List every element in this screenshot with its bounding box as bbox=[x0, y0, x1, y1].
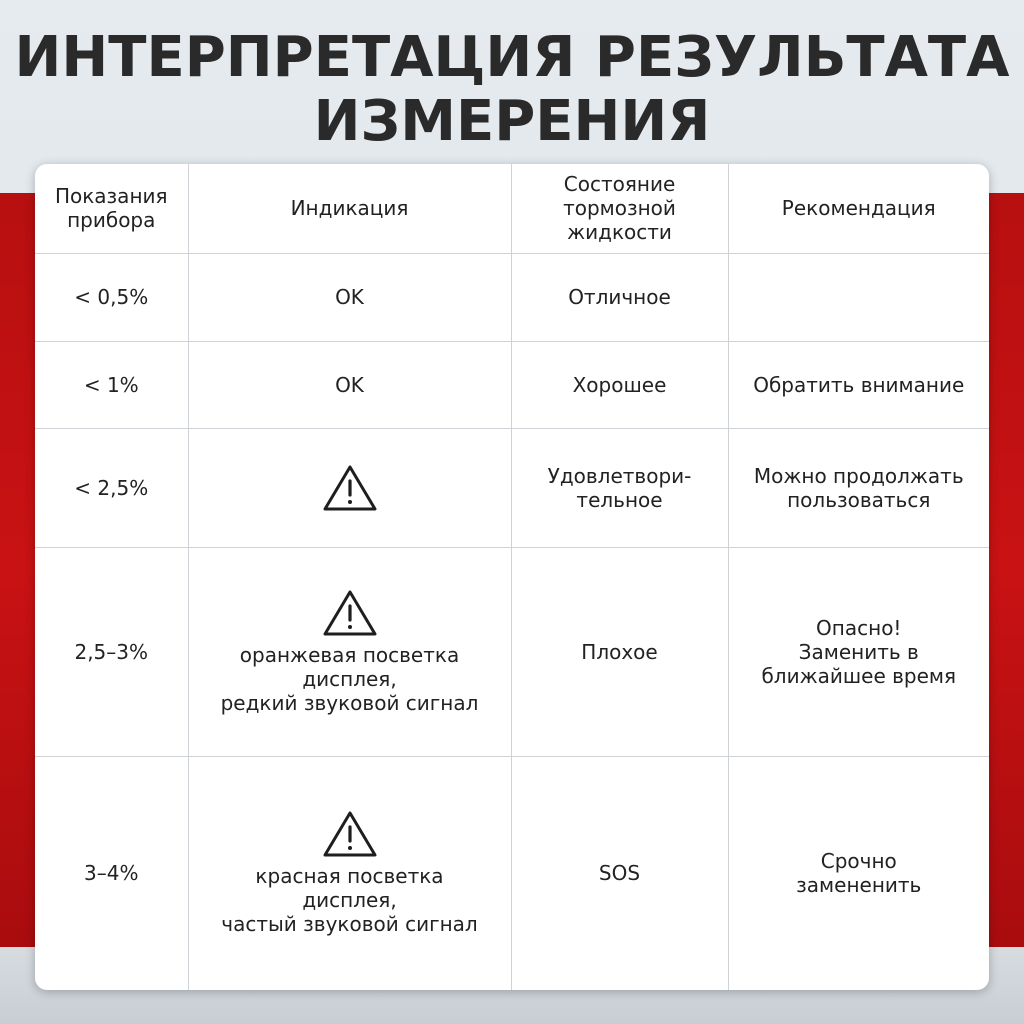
cell-reading: < 1% bbox=[35, 341, 188, 428]
header-indication: Индикация bbox=[188, 164, 511, 253]
indication-text: OK bbox=[335, 372, 364, 397]
table-row bbox=[35, 253, 989, 341]
cell-fluid-state: Отличное bbox=[511, 253, 728, 341]
cell-fluid-state: Удовлетвори- тельное bbox=[511, 428, 728, 547]
header-recommendation: Рекомендация bbox=[728, 164, 989, 253]
table-row bbox=[35, 428, 989, 547]
indication-text: красная посветка дисплея, частый звуковой сигнал bbox=[221, 864, 478, 937]
cell-indication bbox=[188, 428, 511, 547]
cell-reading: 3–4% bbox=[35, 756, 188, 990]
indication-text: OK bbox=[335, 285, 364, 309]
cell-fluid-state: SOS bbox=[511, 756, 728, 990]
warning-triangle-icon bbox=[322, 810, 378, 858]
indication-text: оранжевая посветка дисплея, редкий звуковой сигнал bbox=[220, 642, 479, 715]
table-row bbox=[35, 756, 989, 990]
cell-recommendation: Срочно замененить bbox=[796, 849, 922, 898]
cell-indication bbox=[188, 253, 511, 341]
cell-recommendation: Можно продолжать пользоваться bbox=[728, 428, 989, 547]
results-table-card bbox=[35, 164, 989, 990]
cell-recommendation: Опасно! Заменить в ближайшее время bbox=[728, 547, 989, 756]
header-reading: Показания прибора bbox=[35, 164, 188, 253]
cell-recommendation bbox=[728, 253, 989, 341]
cell-indication bbox=[188, 547, 511, 756]
cell-reading: < 0,5% bbox=[35, 253, 188, 341]
cell-reading: < 2,5% bbox=[35, 428, 188, 547]
table-header-row bbox=[35, 164, 989, 253]
cell-reading: 2,5–3% bbox=[35, 547, 188, 756]
cell-fluid-state: Плохое bbox=[511, 547, 728, 756]
cell-fluid-state: Хорошее bbox=[511, 341, 728, 428]
table-row bbox=[35, 341, 989, 428]
page-title bbox=[0, 26, 1024, 154]
results-table bbox=[35, 164, 989, 990]
cell-recommendation: Обратить внимание bbox=[728, 341, 989, 428]
page-title-line-1: ИНТЕРПРЕТАЦИЯ РЕЗУЛЬТАТА bbox=[14, 25, 1010, 90]
warning-triangle-icon bbox=[322, 464, 378, 512]
header-fluid-state: Состояние тормозной жидкости bbox=[511, 164, 728, 253]
warning-triangle-icon bbox=[322, 589, 378, 637]
page-title-line-2: ИЗМЕРЕНИЯ bbox=[313, 89, 711, 154]
cell-indication bbox=[188, 341, 511, 428]
table-row bbox=[35, 547, 989, 756]
cell-indication bbox=[188, 756, 511, 990]
